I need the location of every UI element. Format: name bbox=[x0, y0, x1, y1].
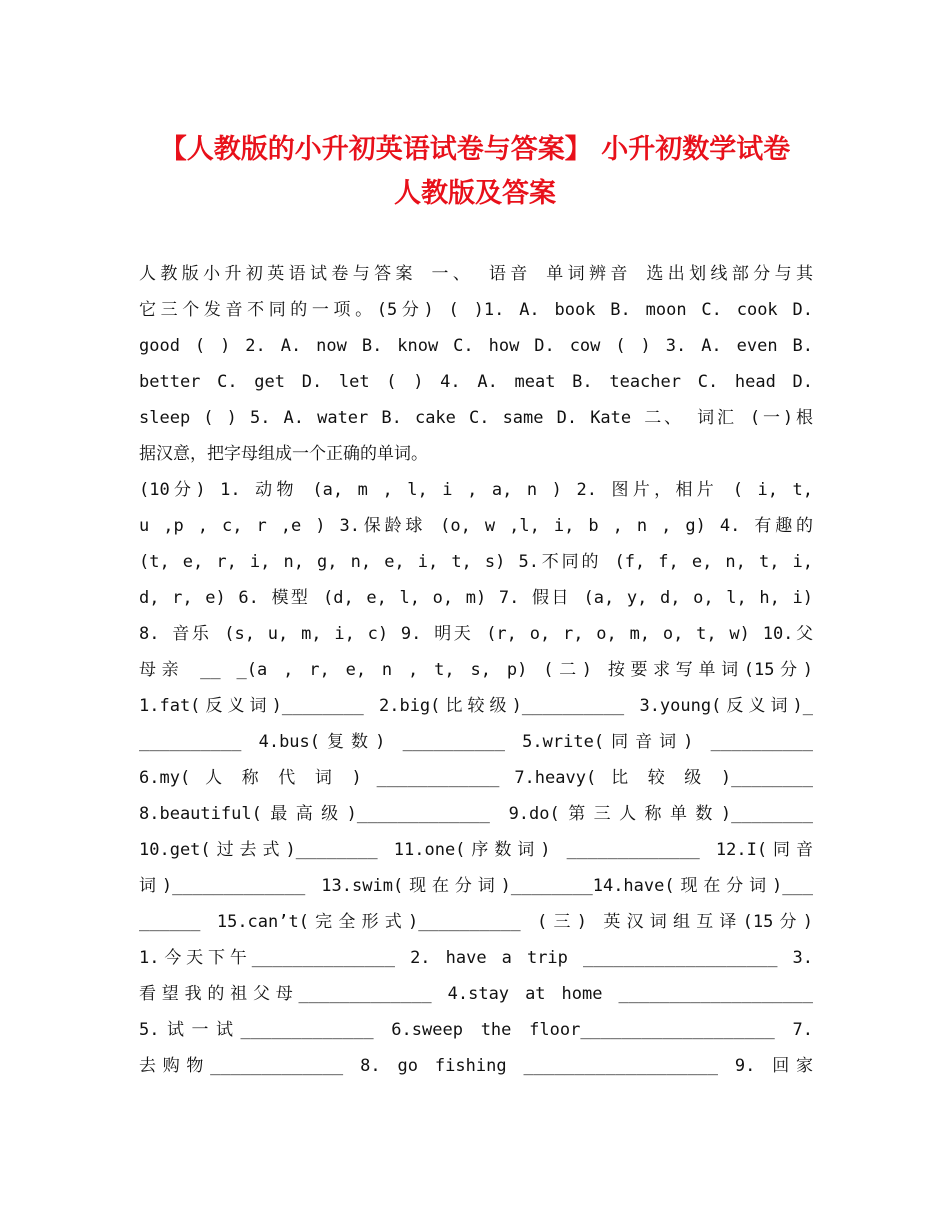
text-line: 它三个发音不同的一项。(5分) ( )1. A. book B. moon C. cook D. bbox=[139, 300, 813, 320]
text-line: better C. get D. let ( ) 4. A. meat B. teacher C. head D. bbox=[139, 372, 813, 392]
text-line: 词)_____________ 13.swim(现在分词)________14.have(现在分词)___ bbox=[139, 876, 813, 896]
text-line: ______ 15.can’t(完全形式)__________ (三) 英汉词组互译(15分) bbox=[139, 912, 813, 932]
title-line-2: 人教版及答案 bbox=[394, 178, 556, 209]
text-line: good ( ) 2. A. now B. know C. how D. cow ( ) 3. A. even B. bbox=[139, 336, 813, 356]
text-line: 1.今天下午______________ 2. have a trip ___________________ 3. bbox=[139, 948, 813, 968]
title-line-1: 【人教版的小升初英语试卷与答案】 小升初数学试卷 bbox=[159, 134, 791, 165]
text-line: 据汉意，把字母组成一个正确的单词。 bbox=[139, 444, 428, 464]
text-line: 8.beautiful(最高级)_____________ 9.do(第三人称单数)________ bbox=[139, 804, 813, 824]
text-line: 去购物_____________ 8. go fishing ___________________ 9. 回家 bbox=[139, 1056, 813, 1076]
text-line: 看望我的祖父母_____________ 4.stay at home ___________________ bbox=[139, 984, 813, 1004]
text-line: 母亲 __ _(a , r, e, n , t, s, p) (二) 按要求写单词(15分) bbox=[139, 660, 813, 680]
exam-body bbox=[139, 256, 813, 1084]
text-line: 8. 音乐 (s, u, m, i, c) 9. 明天 (r, o, r, o, m, o, t, w) 10.父 bbox=[139, 624, 813, 644]
text-line: (10分) 1. 动物 (a, m , l, i , a, n ) 2. 图片，相片 ( i, t, bbox=[139, 480, 813, 500]
text-line: u ,p , c, r ,e ) 3.保龄球 (o, w ,l, i, b , n , g) 4. 有趣的 bbox=[139, 516, 813, 536]
document-title bbox=[100, 128, 850, 216]
text-line: sleep ( ) 5. A. water B. cake C. same D. Kate 二、 词汇 (一)根 bbox=[139, 408, 813, 428]
text-line: 人教版小升初英语试卷与答案 一、 语音 单词辨音 选出划线部分与其 bbox=[139, 264, 813, 284]
text-line: (t, e, r, i, n, g, n, e, i, t, s) 5.不同的 (f, f, e, n, t, i, bbox=[139, 552, 813, 572]
text-line: __________ 4.bus(复数) __________ 5.write(同音词) __________ bbox=[139, 732, 813, 752]
text-line: 1.fat(反义词)________ 2.big(比较级)__________ 3.young(反义词)_ bbox=[139, 696, 813, 716]
text-line: 5.试一试_____________ 6.sweep the floor___________________ 7. bbox=[139, 1020, 813, 1040]
text-line: d, r, e) 6. 模型 (d, e, l, o, m) 7. 假日 (a, y, d, o, l, h, i) bbox=[139, 588, 813, 608]
text-line: 6.my( 人 称 代 词 ) ____________ 7.heavy( 比 较 级 )________ bbox=[139, 768, 813, 788]
text-line: 10.get(过去式)________ 11.one(序数词) _____________ 12.I(同音 bbox=[139, 840, 813, 860]
